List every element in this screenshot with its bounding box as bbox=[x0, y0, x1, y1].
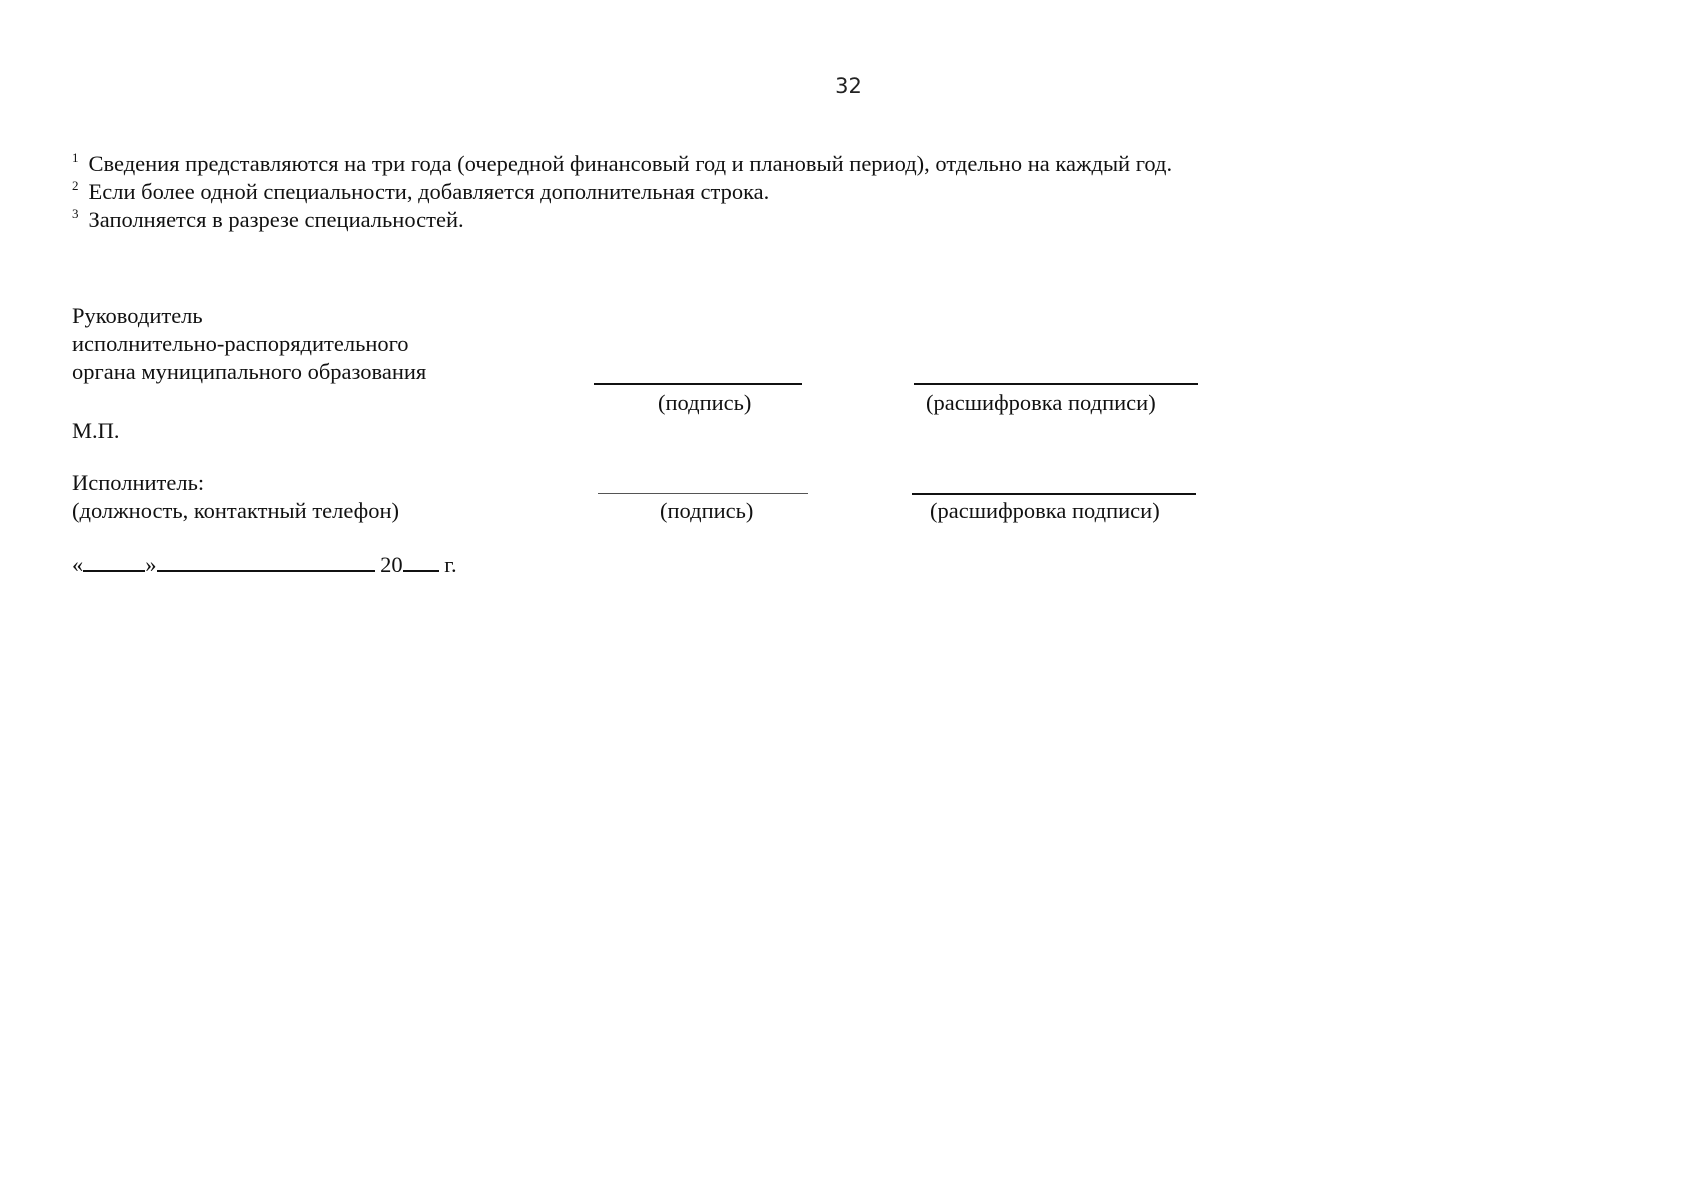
footnote-mark: 3 bbox=[72, 206, 79, 221]
footnote-mark: 1 bbox=[72, 150, 79, 165]
date-line bbox=[72, 548, 457, 579]
year-blank[interactable] bbox=[403, 548, 439, 572]
stamp-label: М.П. bbox=[72, 418, 120, 443]
executor-signature-decoding-line[interactable] bbox=[912, 493, 1196, 495]
head-title-line-2: исполнительно-распорядительного bbox=[72, 331, 409, 356]
head-title-line-1: Руководитель bbox=[72, 303, 203, 328]
date-close-quote: » bbox=[145, 552, 157, 577]
head-signature-caption: (подпись) bbox=[658, 390, 752, 415]
month-blank[interactable] bbox=[157, 548, 375, 572]
head-signature-line[interactable] bbox=[594, 383, 802, 385]
year-prefix: 20 bbox=[380, 552, 403, 577]
executor-signature-caption: (подпись) bbox=[660, 498, 754, 523]
footnote-mark: 2 bbox=[72, 178, 79, 193]
footnote-text: Если более одной специальности, добавляется дополнительная строка. bbox=[88, 179, 770, 204]
executor-decoding-caption: (расшифровка подписи) bbox=[930, 498, 1160, 523]
head-title-line-3: органа муниципального образования bbox=[72, 359, 427, 384]
day-blank[interactable] bbox=[83, 548, 145, 572]
head-decoding-caption: (расшифровка подписи) bbox=[926, 390, 1156, 415]
footnote-3 bbox=[72, 200, 464, 234]
footnote-text: Заполняется в разрезе специальностей. bbox=[88, 207, 464, 232]
footnote-text: Сведения представляются на три года (очередной финансовый год и плановый период), отдельно на каждый год. bbox=[88, 151, 1173, 176]
page-number: 32 bbox=[835, 74, 862, 98]
executor-signature-line[interactable] bbox=[598, 493, 808, 494]
year-suffix: г. bbox=[444, 552, 457, 577]
head-signature-decoding-line[interactable] bbox=[914, 383, 1198, 385]
executor-title: Исполнитель: bbox=[72, 470, 205, 495]
executor-position-phone: (должность, контактный телефон) bbox=[72, 498, 399, 523]
date-open-quote: « bbox=[72, 552, 84, 577]
